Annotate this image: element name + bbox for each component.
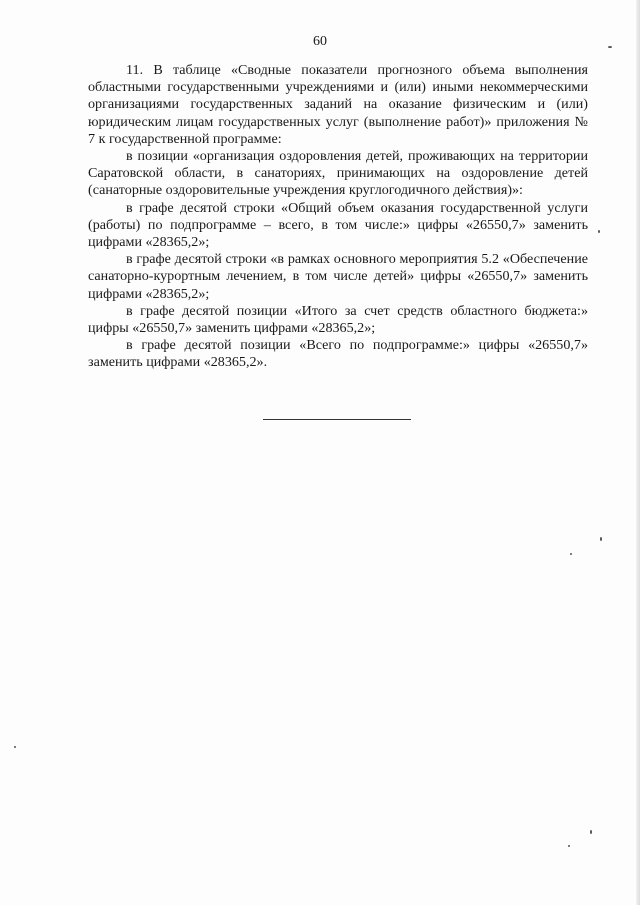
paragraph-main-activity: в графе десятой строки «в рамках основного мероприятия 5.2 «Обеспечение санаторно-курортным лечением, в том числе детей» цифры «26550,7» заменить цифрами «28365,2»; (88, 251, 588, 302)
scan-speck (568, 845, 570, 847)
scan-edge-shadow (636, 0, 640, 905)
paragraph-item-11: 11. В таблице «Сводные показатели прогнозного объема выполнения областными государственными учреждениями и (или) иными некоммерческими организациями государственных заданий на оказание физическим и (или) юридическим лицам государственных услуг (выполнение работ)» приложения № 7 к государственной программе: (88, 62, 588, 147)
paragraph-total-volume: в графе десятой строки «Общий объем оказания государственной услуги (работы) по подпрограмме – всего, в том числе:» цифры «26550,7» заменить цифрами «28365,2»; (88, 199, 588, 251)
document-body (88, 62, 588, 372)
page-number: 60 (313, 34, 327, 49)
scan-speck (598, 230, 600, 233)
paragraph-subprogram-total: в графе десятой позиции «Всего по подпрограмме:» цифры «26550,7» заменить цифрами «28365,2». (88, 337, 588, 371)
scan-speck (608, 46, 612, 48)
end-of-text-divider (263, 419, 411, 420)
scan-speck (570, 553, 572, 555)
scan-speck (590, 830, 592, 834)
paragraph-position-intro: в позиции «организация оздоровления детей, проживающих на территории Саратовской области, в санаториях, принимающих на оздоровление детей (санаторные оздоровительные учреждения круглогодичного действия)»: (88, 148, 588, 199)
scan-speck (14, 746, 16, 748)
paragraph-regional-budget: в графе десятой позиции «Итого за счет средств областного бюджета:» цифры «26550,7» заменить цифрами «28365,2»; (88, 302, 588, 337)
scan-speck (600, 537, 602, 541)
